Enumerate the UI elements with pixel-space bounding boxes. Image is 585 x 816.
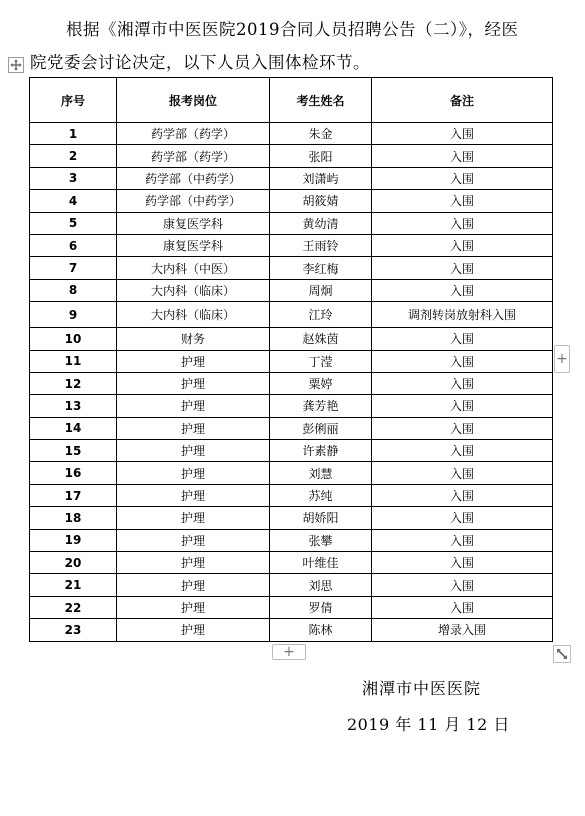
table-row — [30, 552, 553, 574]
cell-post: 护理 — [117, 440, 270, 462]
cell-note: 调剂转岗放射科入围 — [372, 302, 553, 328]
cell-post: 护理 — [117, 596, 270, 618]
cell-post: 大内科（中医） — [117, 257, 270, 279]
cell-no: 1 — [30, 123, 117, 145]
cell-post: 大内科（临床） — [117, 279, 270, 301]
cell-no: 15 — [30, 440, 117, 462]
cell-note: 入围 — [372, 167, 553, 189]
cell-post: 康复医学科 — [117, 234, 270, 256]
cell-no: 17 — [30, 484, 117, 506]
cell-post: 药学部（中药学） — [117, 167, 270, 189]
cell-note: 入围 — [372, 395, 553, 417]
cell-post: 护理 — [117, 372, 270, 394]
cell-name: 刘慧 — [270, 462, 372, 484]
table-row — [30, 619, 553, 641]
cell-name: 江玲 — [270, 302, 372, 328]
table-row — [30, 145, 553, 167]
cell-no: 9 — [30, 302, 117, 328]
table-row — [30, 440, 553, 462]
cell-name: 刘潇屿 — [270, 167, 372, 189]
cell-note: 入围 — [372, 190, 553, 212]
cell-note: 入围 — [372, 372, 553, 394]
cell-name: 彭俐丽 — [270, 417, 372, 439]
cell-name: 朱金 — [270, 123, 372, 145]
cell-note: 入围 — [372, 328, 553, 350]
header-post: 报考岗位 — [117, 78, 270, 123]
cell-no: 10 — [30, 328, 117, 350]
table-row — [30, 395, 553, 417]
table-row — [30, 257, 553, 279]
cell-no: 11 — [30, 350, 117, 372]
table-row — [30, 123, 553, 145]
cell-name: 张阳 — [270, 145, 372, 167]
cell-post: 护理 — [117, 462, 270, 484]
cell-note: 入围 — [372, 596, 553, 618]
cell-post: 大内科（临床） — [117, 302, 270, 328]
cell-no: 19 — [30, 529, 117, 551]
cell-note: 入围 — [372, 212, 553, 234]
intro-line-2: 院党委会讨论决定，以下人员入围体检环节。 — [30, 53, 370, 72]
cell-no: 18 — [30, 507, 117, 529]
cell-no: 3 — [30, 167, 117, 189]
cell-no: 7 — [30, 257, 117, 279]
table-row — [30, 302, 553, 328]
cell-name: 王雨铃 — [270, 234, 372, 256]
cell-note: 入围 — [372, 529, 553, 551]
table-row — [30, 507, 553, 529]
add-row-button[interactable] — [272, 644, 306, 660]
cell-name: 胡娇阳 — [270, 507, 372, 529]
plus-icon: + — [283, 644, 295, 660]
cell-note: 入围 — [372, 552, 553, 574]
table-row — [30, 167, 553, 189]
cell-post: 护理 — [117, 417, 270, 439]
table-row — [30, 212, 553, 234]
cell-no: 4 — [30, 190, 117, 212]
table-row — [30, 574, 553, 596]
cell-no: 23 — [30, 619, 117, 641]
cell-name: 丁滢 — [270, 350, 372, 372]
cell-name: 苏纯 — [270, 484, 372, 506]
table-row — [30, 462, 553, 484]
add-column-button[interactable] — [554, 345, 570, 373]
table-body — [30, 123, 553, 642]
cell-post: 护理 — [117, 574, 270, 596]
candidate-table — [29, 77, 553, 642]
cell-note: 入围 — [372, 257, 553, 279]
cell-note: 增录入围 — [372, 619, 553, 641]
cell-name: 周炯 — [270, 279, 372, 301]
cell-post: 护理 — [117, 350, 270, 372]
cell-note: 入围 — [372, 234, 553, 256]
cell-no: 14 — [30, 417, 117, 439]
cell-no: 16 — [30, 462, 117, 484]
cell-post: 护理 — [117, 507, 270, 529]
table-row — [30, 484, 553, 506]
table-row — [30, 328, 553, 350]
table-row — [30, 279, 553, 301]
table-move-handle[interactable] — [8, 57, 24, 73]
cell-note: 入围 — [372, 417, 553, 439]
cell-post: 药学部（药学） — [117, 145, 270, 167]
cell-post: 护理 — [117, 619, 270, 641]
cell-name: 叶维佳 — [270, 552, 372, 574]
cell-note: 入围 — [372, 484, 553, 506]
intro-paragraph — [30, 13, 585, 79]
cell-post: 财务 — [117, 328, 270, 350]
cell-name: 许素静 — [270, 440, 372, 462]
issue-date: 2019 年 11 月 12 日 — [347, 715, 510, 734]
table-row — [30, 350, 553, 372]
cell-no: 12 — [30, 372, 117, 394]
intro-line-1: 根据《湘潭市中医医院2019合同人员招聘公告（二）》，经医 — [66, 20, 519, 39]
table-row — [30, 190, 553, 212]
table-row — [30, 234, 553, 256]
cell-name: 胡筱婧 — [270, 190, 372, 212]
header-note: 备注 — [372, 78, 553, 123]
header-no: 序号 — [30, 78, 117, 123]
cell-post: 康复医学科 — [117, 212, 270, 234]
cell-name: 张攀 — [270, 529, 372, 551]
cell-post: 药学部（药学） — [117, 123, 270, 145]
cell-note: 入围 — [372, 462, 553, 484]
cell-note: 入围 — [372, 350, 553, 372]
cell-note: 入围 — [372, 145, 553, 167]
cell-name: 龚芳艳 — [270, 395, 372, 417]
cell-post: 护理 — [117, 552, 270, 574]
table-row — [30, 596, 553, 618]
move-arrows-icon — [10, 59, 22, 71]
table-row — [30, 417, 553, 439]
table-row — [30, 372, 553, 394]
cell-name: 赵姝茵 — [270, 328, 372, 350]
cell-name: 刘思 — [270, 574, 372, 596]
cell-no: 13 — [30, 395, 117, 417]
issuing-organization: 湘潭市中医医院 — [362, 679, 482, 698]
table-row — [30, 529, 553, 551]
resize-diagonal-icon — [556, 648, 568, 660]
cell-no: 21 — [30, 574, 117, 596]
cell-post: 护理 — [117, 484, 270, 506]
cell-note: 入围 — [372, 440, 553, 462]
cell-name: 粟婷 — [270, 372, 372, 394]
cell-post: 护理 — [117, 529, 270, 551]
plus-icon: + — [556, 351, 568, 367]
cell-no: 6 — [30, 234, 117, 256]
cell-no: 2 — [30, 145, 117, 167]
cell-no: 5 — [30, 212, 117, 234]
cell-name: 陈林 — [270, 619, 372, 641]
cell-no: 8 — [30, 279, 117, 301]
cell-name: 李红梅 — [270, 257, 372, 279]
header-name: 考生姓名 — [270, 78, 372, 123]
cell-note: 入围 — [372, 279, 553, 301]
table-header-row — [30, 78, 553, 123]
table-resize-handle[interactable] — [553, 645, 571, 663]
cell-note: 入围 — [372, 507, 553, 529]
cell-name: 黄幼清 — [270, 212, 372, 234]
cell-post: 护理 — [117, 395, 270, 417]
cell-name: 罗倩 — [270, 596, 372, 618]
cell-note: 入围 — [372, 123, 553, 145]
cell-post: 药学部（中药学） — [117, 190, 270, 212]
cell-no: 20 — [30, 552, 117, 574]
cell-note: 入围 — [372, 574, 553, 596]
cell-no: 22 — [30, 596, 117, 618]
